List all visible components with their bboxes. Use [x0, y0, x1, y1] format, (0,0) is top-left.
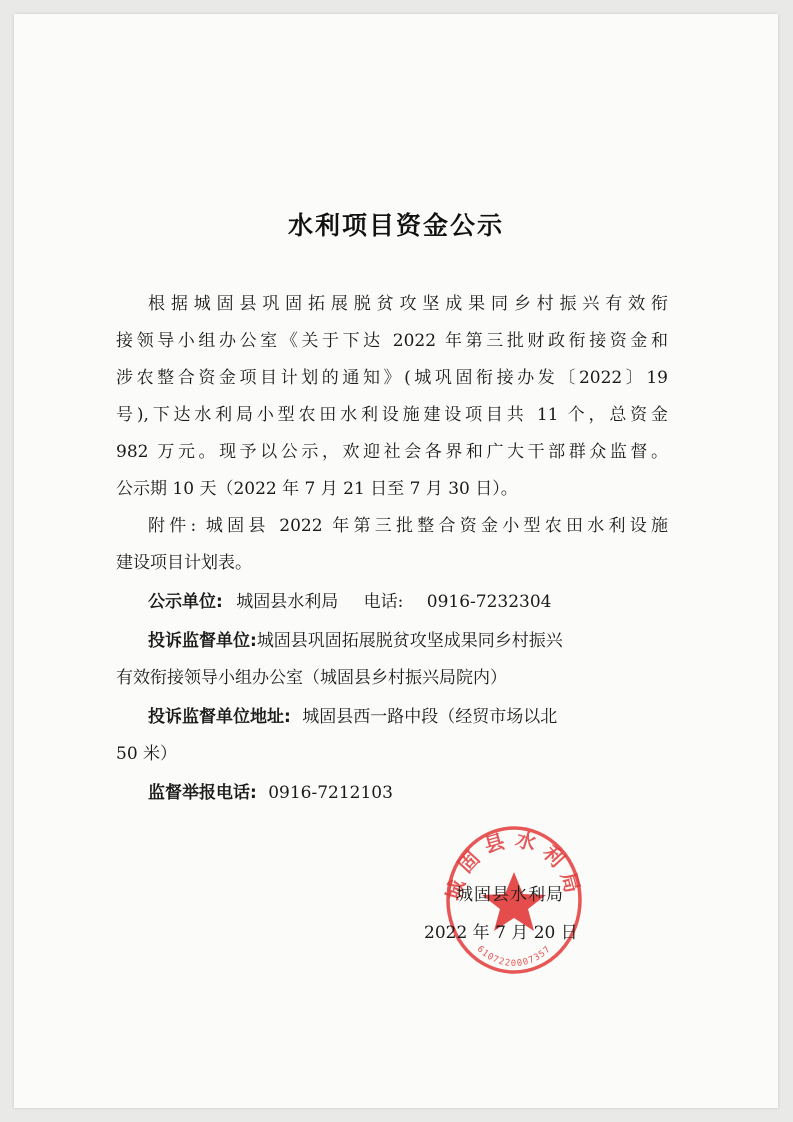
attachment-line: 附件: 城固县 2022 年第三批整合资金小型农田水利设施: [148, 516, 668, 536]
paragraph-line: 接领导小组办公室《关于下达 2022 年第三批财政衔接资金和: [116, 331, 668, 351]
complaint-unit-row: [148, 626, 563, 651]
complaint-address-line2: 50 米）: [116, 744, 178, 764]
complaint-unit-line1: 城固县巩固拓展脱贫攻坚成果同乡村振兴: [256, 631, 563, 651]
phone-value: 0916-7232304: [426, 592, 552, 612]
complaint-address-line1: 城固县西一路中段（经贸市场以北: [302, 707, 558, 727]
hotline-value: 0916-7212103: [268, 783, 393, 803]
phone-label: 电话:: [363, 592, 404, 612]
paragraph-line: 号),下达水利局小型农田水利设施建设项目共 11 个，总资金: [116, 405, 668, 425]
publisher-row: [148, 587, 552, 612]
complaint-unit-line2: 有效衔接领导小组办公室（城固县乡村振兴局院内）: [116, 668, 507, 688]
signature-date: 2022 年 7 月 20 日: [424, 923, 578, 943]
complaint-unit-label: 投诉监督单位:: [148, 631, 257, 651]
complaint-address-row: [148, 702, 557, 727]
paragraph-line: 涉农整合资金项目计划的通知》(城巩固衔接办发〔2022〕19: [116, 368, 668, 388]
seal-code: 6107220007357: [474, 944, 554, 969]
publisher-value: 城固县水利局: [236, 592, 339, 612]
document-title: 水利项目资金公示: [287, 211, 504, 240]
hotline-label: 监督举报电话:: [148, 783, 257, 803]
hotline-row: [148, 778, 393, 803]
paragraph-line: 根据城固县巩固拓展脱贫攻坚成果同乡村振兴有效衔: [148, 294, 668, 314]
seal-text: 城固县水利局: [441, 826, 587, 903]
complaint-address-label: 投诉监督单位地址:: [148, 707, 291, 727]
attachment-line: 建设项目计划表。: [116, 553, 252, 573]
paragraph-line: 982 万元。现予以公示，欢迎社会各界和广大干部群众监督。: [116, 442, 668, 462]
paragraph-line: 公示期 10 天（2022 年 7 月 21 日至 7 月 30 日）。: [116, 479, 518, 499]
document-page: [14, 14, 778, 1108]
publisher-label: 公示单位:: [148, 592, 223, 612]
signature-org: 城固县水利局: [456, 885, 564, 905]
